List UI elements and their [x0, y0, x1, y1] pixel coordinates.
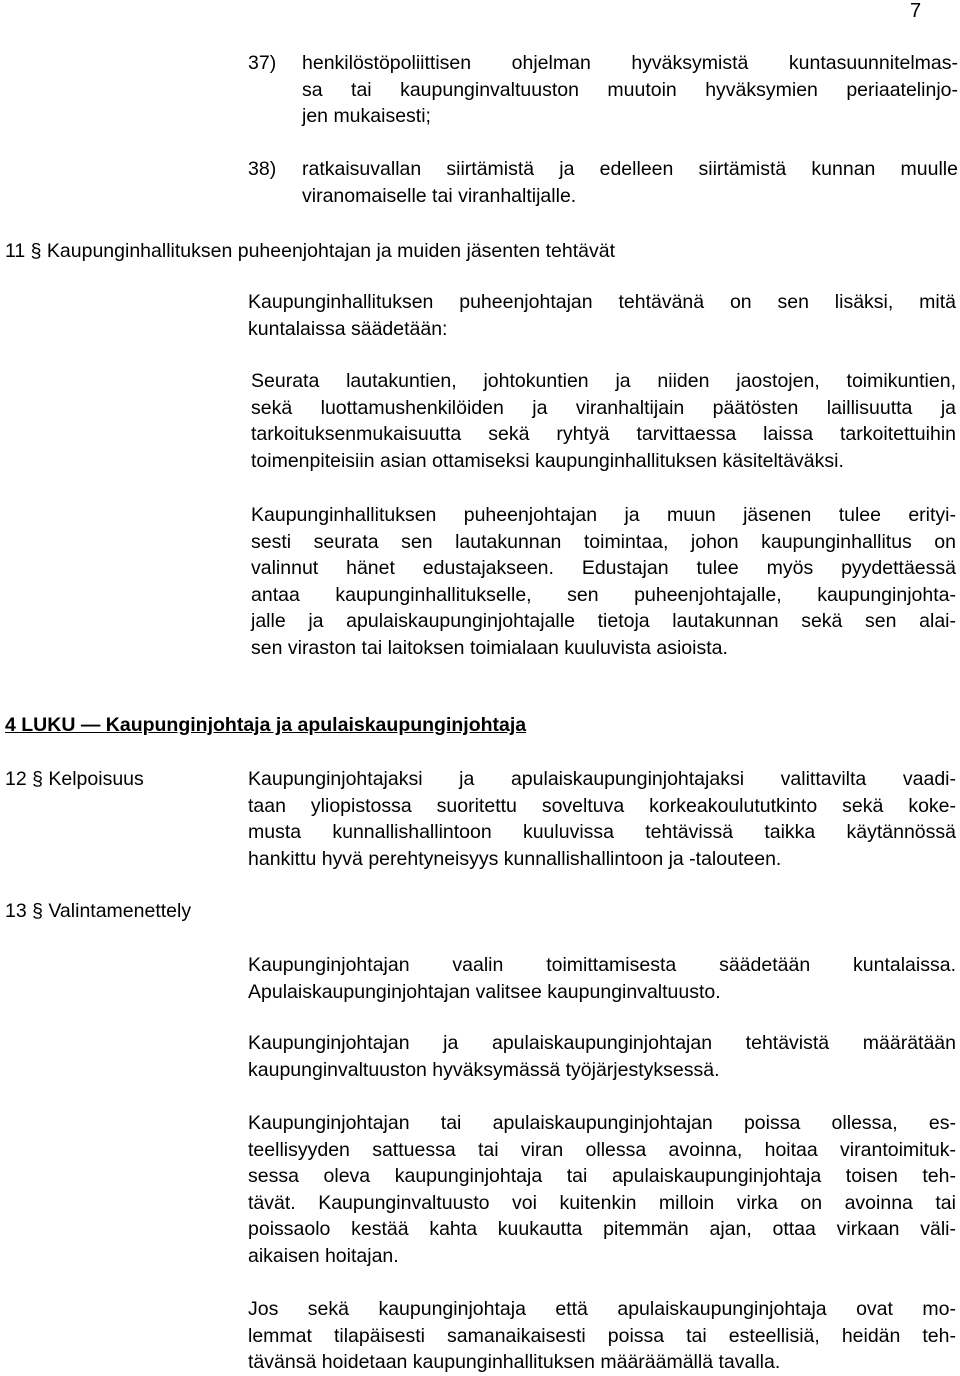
text-line: tävänsä hoidetaan kaupunginhallituksen määräämällä tavalla. [248, 1351, 781, 1373]
text-line: Kaupunginjohtajan tai apulaiskaupunginjohtajan poissa ollessa, es- [248, 1112, 956, 1134]
text-line: sessa oleva kaupunginjohtaja tai apulaiskaupunginjohtaja toisen teh- [248, 1165, 956, 1187]
text-line: kaupunginvaltuuston hyväksymässä työjärjestyksessä. [248, 1058, 720, 1081]
text-line: lemmat tilapäisesti samanaikaisesti poissa tai esteellisiä, heidän teh- [248, 1324, 956, 1347]
list-item-number: 38) [248, 158, 277, 180]
chapter-prefix: 4 LUKU [5, 714, 76, 736]
paragraph [248, 766, 956, 872]
text-line: sekä luottamushenkilöiden ja viranhaltijain päätösten laillisuutta ja [251, 396, 956, 419]
text-line: tävät. Kaupunginvaltuusto voi kuitenkin milloin virka on avoinna tai [248, 1191, 956, 1214]
section-heading: 13 § Valintamenettely [5, 900, 192, 922]
text-line: henkilöstöpoliittisen ohjelman hyväksymistä kuntasuunnitelmas- [302, 52, 958, 74]
text-line: hankittu hyvä perehtyneisyys kunnallishallintoon ja -talouteen. [248, 847, 782, 870]
section-heading: 11 § Kaupunginhallituksen puheenjohtajan ja muiden jäsenten tehtävät [5, 240, 616, 262]
text-line: aikaisen hoitajan. [248, 1244, 399, 1267]
paragraph [248, 1030, 956, 1083]
page-number: 7 [910, 0, 922, 22]
text-line: musta kunnallishallintoon kuuluvissa tehtävissä taikka käytännössä [248, 821, 956, 843]
chapter-dash: — [75, 714, 106, 736]
text-line: Kaupunginjohtajaksi ja apulaiskaupunginjohtajaksi valittavilta vaadi- [248, 768, 956, 790]
text-line: valinnut hänet edustajakseen. Edustajan tulee myös pyydettäessä [251, 557, 956, 579]
text-line: tarkoituksenmukaisuutta sekä ryhtyä tarvittaessa laissa tarkoitettuihin [251, 423, 956, 445]
paragraph [251, 368, 956, 474]
list-item [248, 50, 958, 130]
text-line: antaa kaupunginhallitukselle, sen puheenjohtajalle, kaupunginjohta- [251, 583, 956, 606]
text-line: Kaupunginhallituksen puheenjohtajan tehtävänä on sen lisäksi, mitä [248, 291, 956, 313]
text-line: Kaupunginjohtajan ja apulaiskaupunginjohtajan tehtävistä määrätään [248, 1032, 956, 1054]
list-item-text [302, 156, 958, 209]
text-line: Kaupunginhallituksen puheenjohtajan ja muun jäsenen tulee erityi- [251, 504, 956, 526]
text-line: sesti seurata sen lautakunnan toimintaa, johon kaupunginhallitus on [251, 530, 956, 553]
text-line: poissaolo kestää kahta kuukautta pitemmän ajan, ottaa virkaan väli- [248, 1218, 956, 1240]
section-heading: 12 § Kelpoisuus [5, 768, 144, 790]
chapter-title: Kaupunginjohtaja ja apulaiskaupunginjohtaja [105, 714, 527, 736]
text-line: toimenpiteisiin asian ottamiseksi kaupunginhallituksen käsiteltäväksi. [251, 449, 844, 472]
text-line: ratkaisuvallan siirtämistä ja edelleen siirtämistä kunnan muulle [302, 158, 958, 180]
text-line: sa tai kaupunginvaltuuston muutoin hyväksymien periaatelinjo- [302, 78, 958, 101]
paragraph [248, 1110, 956, 1269]
text-line: kuntalaissa säädetään: [248, 317, 448, 340]
text-line: viranomaiselle tai viranhaltijalle. [302, 184, 577, 207]
text-line: Apulaiskaupunginjohtajan valitsee kaupunginvaltuusto. [248, 980, 721, 1003]
text-line: taan yliopistossa suoritettu soveltuva korkeakoulututkinto sekä koke- [248, 794, 956, 817]
text-line: jalle ja apulaiskaupunginjohtajalle tietoja lautakunnan sekä sen alai- [251, 610, 956, 632]
paragraph [248, 289, 956, 342]
text-line: Kaupunginjohtajan vaalin toimittamisesta säädetään kuntalaissa. [248, 954, 956, 976]
paragraph [251, 502, 956, 661]
paragraph [248, 1296, 956, 1376]
text-line: jen mukaisesti; [302, 105, 431, 127]
text-line: teellisyyden sattuessa tai viran ollessa avoinna, hoitaa virantoimituk- [248, 1138, 956, 1161]
paragraph [248, 952, 956, 1005]
list-item-number: 37) [248, 52, 277, 74]
text-line: Jos sekä kaupunginjohtaja että apulaiskaupunginjohtaja ovat mo- [248, 1298, 956, 1320]
text-line: sen viraston tai laitoksen toimialaan kuuluvista asioista. [251, 636, 728, 659]
list-item-text [302, 50, 958, 130]
chapter-heading [5, 712, 526, 738]
list-item [248, 156, 958, 209]
text-line: Seurata lautakuntien, johtokuntien ja niiden jaostojen, toimikuntien, [251, 370, 956, 392]
